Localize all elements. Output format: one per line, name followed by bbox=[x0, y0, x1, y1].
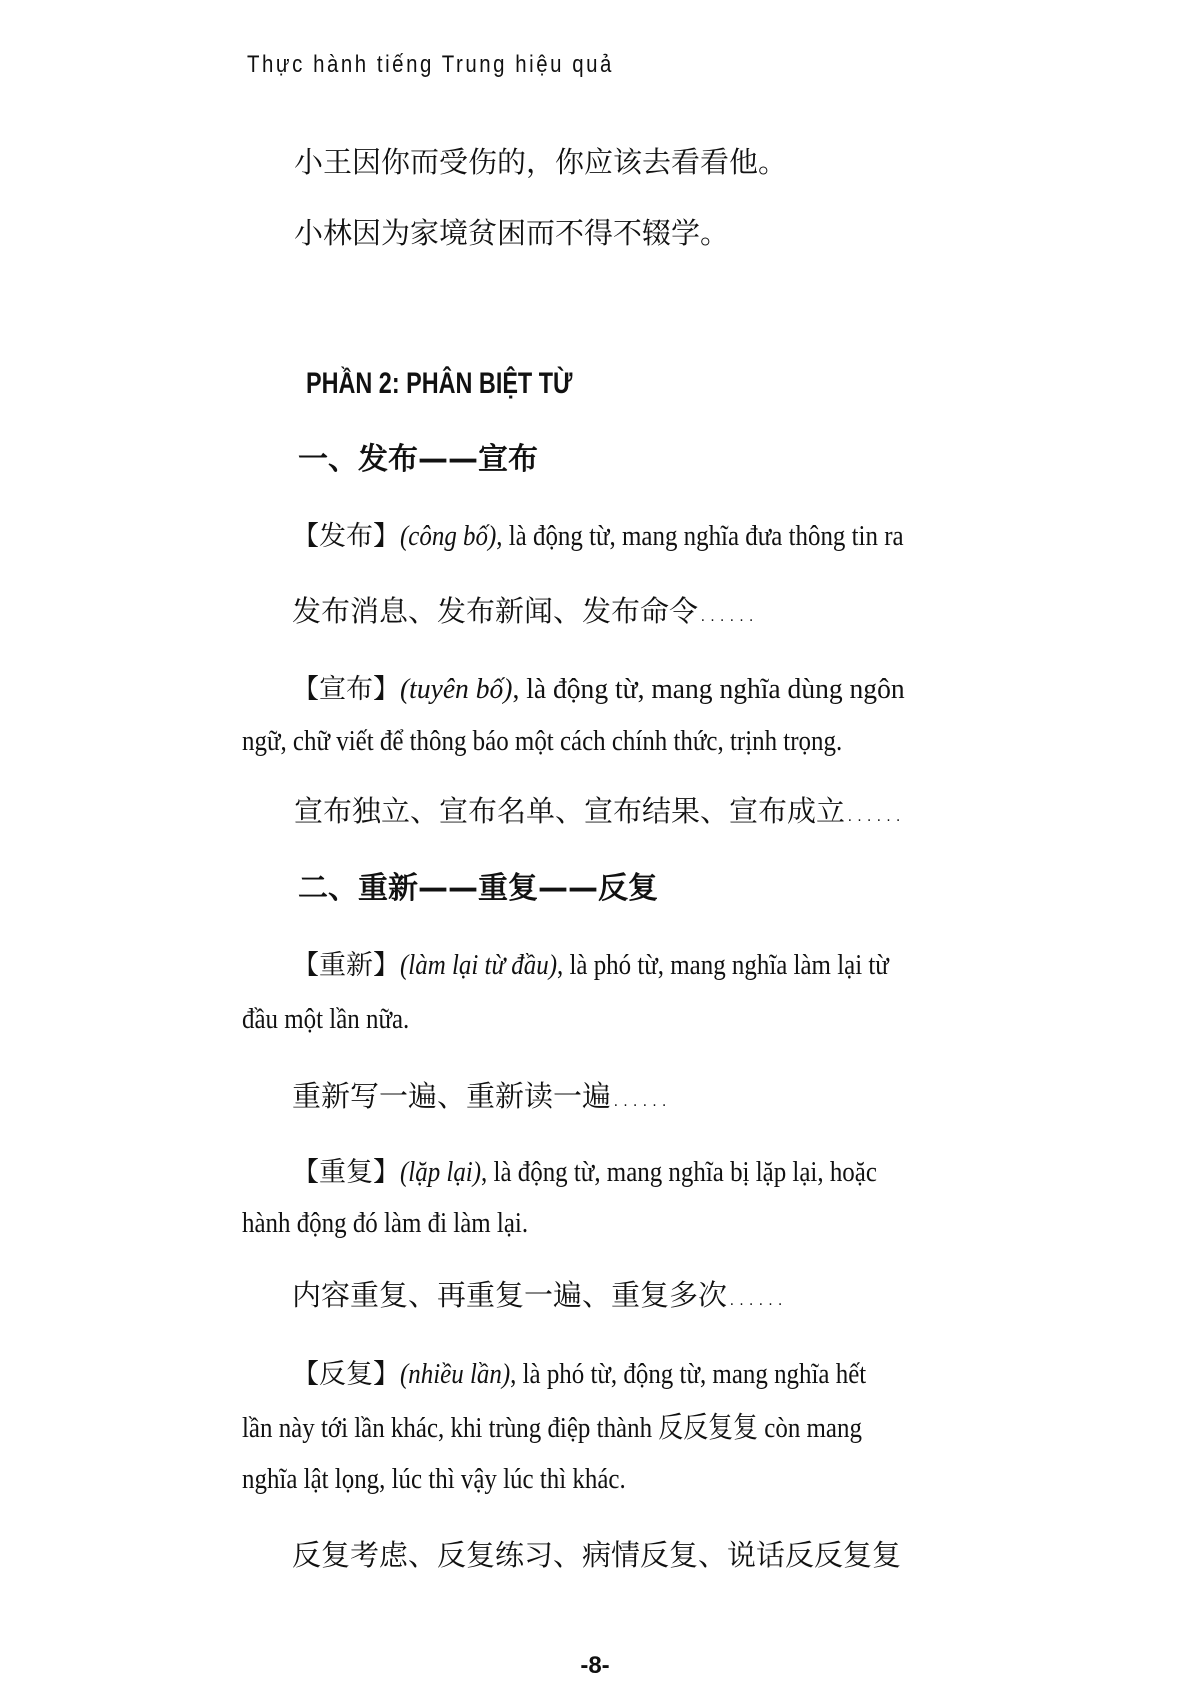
term: 【发布】 bbox=[292, 521, 400, 552]
term: 【宣布】 bbox=[292, 674, 400, 705]
definition-continuation bbox=[242, 1408, 963, 1448]
gloss: (công bố) bbox=[400, 520, 497, 552]
definition-continuation bbox=[242, 999, 437, 1039]
definition-text: , là động từ, mang nghĩa bị lặp lại, hoặc bbox=[481, 1156, 877, 1188]
running-header: Thực hành tiếng Trung hiệu quả bbox=[247, 51, 614, 78]
example-sentence: 小王因你而受伤的，你应该去看看他。 bbox=[294, 145, 788, 179]
gloss: (nhiều lần) bbox=[400, 1358, 511, 1390]
definition-text: ngữ, chữ viết để thông báo một cách chính thức, trịnh trọng. bbox=[242, 725, 843, 757]
definition-text: , là động từ, mang nghĩa đưa thông tin ra bbox=[496, 520, 904, 552]
part-title: PHẦN 2: PHÂN BIỆT TỪ bbox=[306, 367, 573, 400]
term: 【重新】 bbox=[292, 950, 400, 981]
definition-text: hành động đó làm đi làm lại. bbox=[242, 1207, 529, 1239]
examples: 内容重复、再重复一遍、重复多次…… bbox=[292, 1278, 786, 1312]
definition-text: , là động từ, mang nghĩa dùng ngôn bbox=[512, 673, 905, 705]
definition-line bbox=[292, 1152, 955, 1192]
term: 【重复】 bbox=[292, 1157, 400, 1188]
example-sentence: 小林因为家境贫困而不得不辍学。 bbox=[294, 216, 730, 250]
examples: 重新写一遍、重新读一遍…… bbox=[292, 1079, 670, 1113]
page-number: -8- bbox=[580, 1652, 610, 1679]
definition-continuation bbox=[242, 1459, 688, 1499]
definition-line bbox=[292, 945, 968, 985]
definition-line bbox=[292, 669, 931, 709]
definition-continuation bbox=[242, 1203, 575, 1243]
term: 【反复】 bbox=[292, 1359, 400, 1390]
definition-text: lần này tới lần khác, khi trùng điệp thành 反反复复 còn mang bbox=[242, 1412, 862, 1444]
definition-line bbox=[292, 1354, 942, 1394]
section-heading: 一、发布——宣布 bbox=[298, 442, 538, 477]
definition-line bbox=[292, 516, 986, 556]
section-heading: 二、重新——重复——反复 bbox=[298, 871, 658, 906]
definition-continuation bbox=[242, 721, 940, 761]
definition-text: nghĩa lật lọng, lúc thì vậy lúc thì khác. bbox=[242, 1463, 626, 1495]
gloss: (làm lại từ đầu) bbox=[400, 949, 558, 981]
gloss: (lặp lại) bbox=[400, 1156, 482, 1188]
definition-text: , là phó từ, động từ, mang nghĩa hết bbox=[510, 1358, 867, 1390]
examples: 宣布独立、宣布名单、宣布结果、宣布成立…… bbox=[294, 794, 904, 828]
gloss: (tuyên bố) bbox=[400, 673, 513, 705]
examples: 反复考虑、反复练习、病情反复、说话反反复复 bbox=[292, 1538, 902, 1572]
definition-text: , là phó từ, mang nghĩa làm lại từ bbox=[557, 949, 889, 981]
definition-text: đầu một lần nữa. bbox=[242, 1003, 410, 1035]
examples: 发布消息、发布新闻、发布命令…… bbox=[292, 594, 757, 628]
